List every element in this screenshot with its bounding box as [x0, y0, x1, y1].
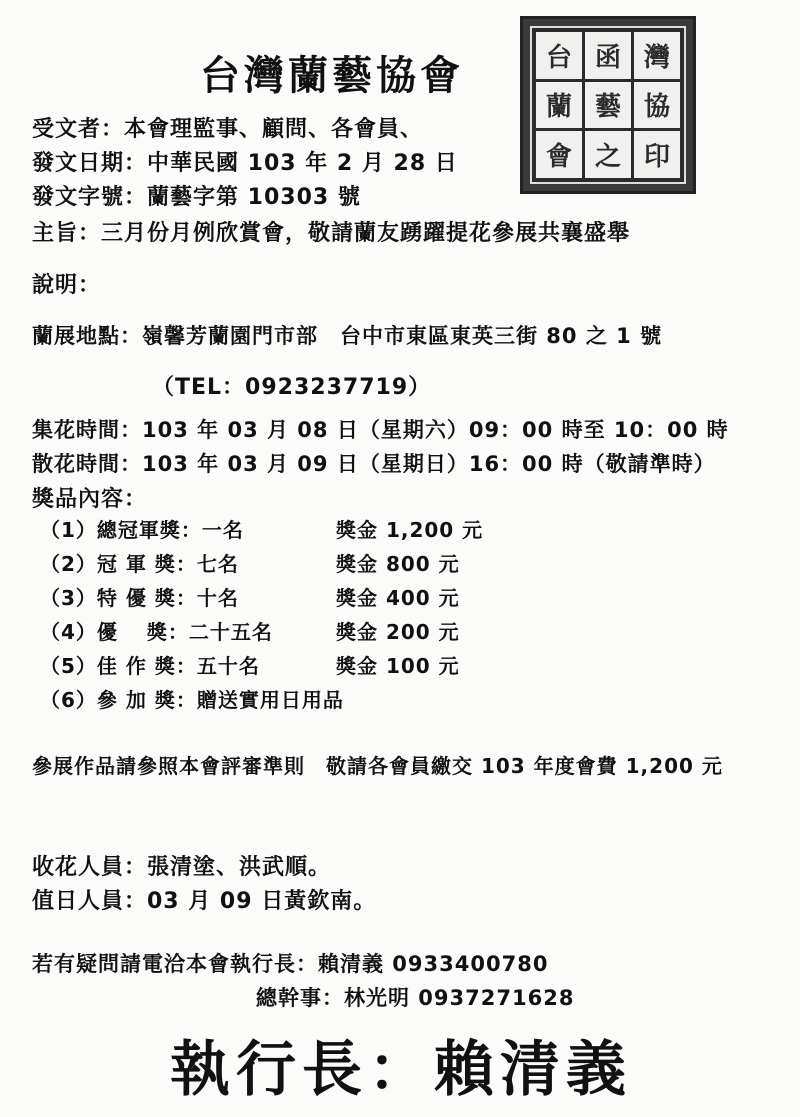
disperse-time-line: 散花時間：103 年 03 月 09 日（星期日）16：00 時（敬請準時）	[32, 452, 716, 476]
seal-glyph: 藝	[585, 82, 631, 129]
prize-row	[40, 650, 460, 679]
rules-line: 參展作品請參照本會評審準則 敬請各會員繳交 103 年度會費 1,200 元	[32, 754, 723, 778]
prize-amount: 獎金 100 元	[336, 654, 460, 678]
prize-row	[40, 582, 460, 611]
subject-line: 主旨：三月份月例欣賞會，敬請蘭友踴躍提花參展共襄盛舉	[32, 221, 631, 246]
prize-name: （3）特 優 獎：十名	[40, 586, 239, 610]
seal-glyph: 印	[634, 131, 680, 178]
prize-row	[40, 514, 483, 543]
seal-glyph: 會	[536, 131, 582, 178]
tel-line: （TEL：0923237719）	[152, 375, 432, 400]
seal-glyph: 蘭	[536, 82, 582, 129]
receivers-line: 收花人員：張清塗、洪武順。	[32, 855, 332, 880]
prizes-label: 獎品內容：	[32, 487, 148, 512]
prize-name: （6）參 加 獎：贈送實用日用品	[40, 688, 344, 712]
contact-director-line: 若有疑問請電洽本會執行長：賴清義 0933400780	[32, 952, 549, 976]
seal-glyph: 灣	[634, 32, 680, 79]
recipients-line: 受文者：本會理監事、顧問、各會員、	[32, 117, 424, 142]
seal-grid	[530, 26, 686, 184]
seal-glyph: 協	[634, 82, 680, 129]
prize-row	[40, 684, 344, 713]
prize-amount: 獎金 1,200 元	[336, 518, 484, 542]
prize-name: （4）優 獎：二十五名	[40, 620, 273, 644]
duty-line: 值日人員：03 月 09 日黃欽南。	[32, 889, 377, 914]
prize-name: （1）總冠軍獎：一名	[40, 518, 244, 542]
doc-number-line: 發文字號：蘭藝字第 10303 號	[32, 185, 361, 210]
explanation-label: 說明：	[32, 273, 102, 298]
prize-amount: 獎金 800 元	[336, 552, 460, 576]
venue-line: 蘭展地點：嶺馨芳蘭園門市部 台中市東區東英三街 80 之 1 號	[32, 324, 663, 348]
prize-row	[40, 616, 460, 645]
collect-time-line: 集花時間：103 年 03 月 08 日（星期六）09：00 時至 10：00 時	[32, 418, 729, 442]
prize-amount: 獎金 400 元	[336, 586, 460, 610]
official-seal	[520, 16, 696, 194]
seal-glyph: 台	[536, 32, 582, 79]
document-title: 台灣蘭藝協會	[200, 52, 464, 99]
signature: 執行長：賴清義	[170, 1035, 632, 1105]
prize-row	[40, 548, 460, 577]
prize-name: （5）佳 作 獎：五十名	[40, 654, 260, 678]
seal-glyph: 之	[585, 131, 631, 178]
prize-amount: 獎金 200 元	[336, 620, 460, 644]
seal-glyph: 函	[585, 32, 631, 79]
prize-name: （2）冠 軍 獎：七名	[40, 552, 239, 576]
contact-secretary-line: 總幹事：林光明 0937271628	[256, 986, 575, 1010]
date-line: 發文日期：中華民國 103 年 2 月 28 日	[32, 151, 458, 176]
